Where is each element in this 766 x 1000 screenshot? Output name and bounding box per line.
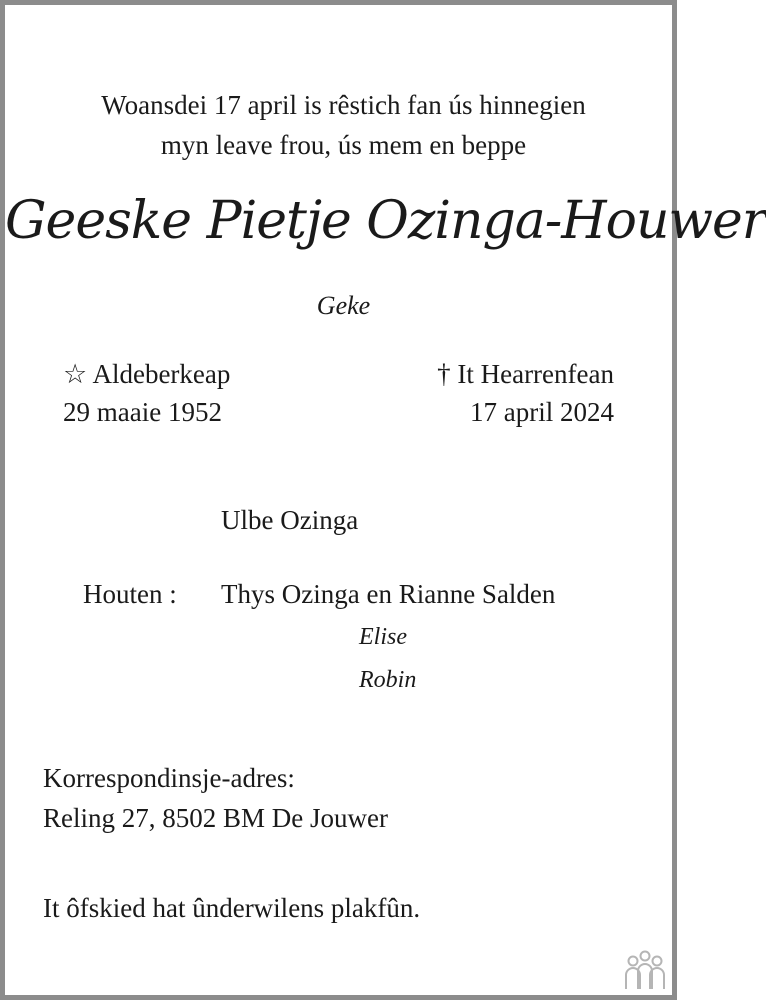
people-group-icon bbox=[621, 949, 669, 993]
birth-place: ☆ Aldeberkeap bbox=[63, 359, 231, 389]
birth-date: 29 maaie 1952 bbox=[63, 397, 222, 427]
closing-text: It ôfskied hat ûnderwilens plakfûn. bbox=[43, 893, 421, 923]
grandchild-1: Elise bbox=[359, 624, 407, 650]
death-info bbox=[437, 355, 614, 431]
intro-text bbox=[5, 85, 682, 165]
grandchild-2: Robin bbox=[359, 667, 417, 693]
birth-info bbox=[63, 355, 230, 431]
correspondence-address: Reling 27, 8502 BM De Jouwer bbox=[43, 803, 388, 833]
family-location: Houten : bbox=[83, 579, 177, 609]
death-date: 17 april 2024 bbox=[470, 397, 614, 427]
deceased-nickname: Geke bbox=[316, 291, 371, 320]
intro-line-1: Woansdei 17 april is rêstich fan ús hinnegien bbox=[101, 90, 586, 120]
intro-line-2: myn leave frou, ús mem en beppe bbox=[160, 130, 527, 160]
children-names: Thys Ozinga en Rianne Salden bbox=[221, 579, 556, 609]
death-place: † It Hearrenfean bbox=[437, 359, 614, 389]
deceased-name: Geeske Pietje Ozinga-Houwer bbox=[5, 191, 766, 251]
spouse-name: Ulbe Ozinga bbox=[221, 505, 359, 535]
correspondence-label: Korrespondinsje-adres: bbox=[43, 763, 295, 793]
